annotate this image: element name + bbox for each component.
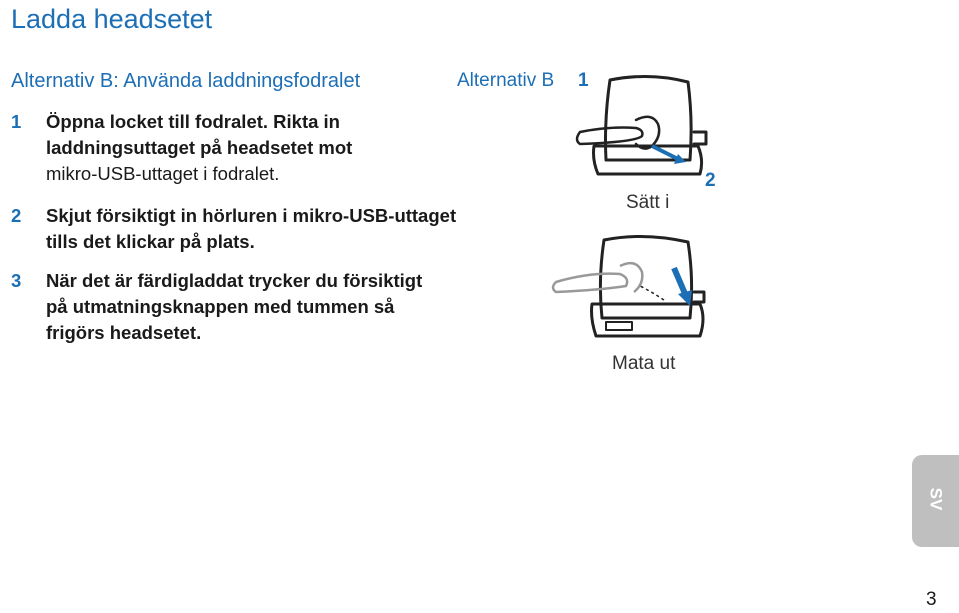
case-insert-drawing [577,76,706,174]
step-text-bold: Öppna locket till fodralet. Rikta in laddningsuttaget på headsetet mot [46,111,353,158]
step-3 [11,268,446,346]
page-title: Ladda headsetet [11,4,213,34]
step-text [46,109,466,187]
caption-insert: Sätt i [626,192,670,213]
case-eject-drawing [592,236,705,336]
step-text [46,203,466,255]
figure-number-1: 1 [578,70,589,91]
section-subtitle: Alternativ B: Använda laddningsfodralet [11,70,361,92]
step-1 [11,109,466,187]
step-text [46,268,446,346]
eject-arrow-icon [674,268,686,296]
insert-arrow-icon [652,146,680,160]
headset-ejected-drawing [553,263,642,292]
step-text-bold: Skjut försiktigt in hörluren i mikro-USB-uttaget tills det klickar på plats. [46,205,457,252]
step-text-bold: När det är färdigladdat trycker du försiktigt på utmatningsknappen med tummen så frigörs headsetet. [46,270,423,343]
step-number: 3 [11,270,22,291]
caption-eject: Mata ut [612,353,676,374]
step-2 [11,203,466,255]
language-tab-label: SV [926,487,946,511]
charging-case-illustration [540,60,730,380]
step-text-normal: mikro-USB-uttaget i fodralet. [46,163,280,184]
figure-number-2: 2 [705,170,716,191]
figure-label: Alternativ B [457,70,555,91]
page-number: 3 [926,589,937,610]
language-tab [912,455,959,547]
eject-dotted-arrow-icon [640,286,664,300]
step-number: 1 [11,111,22,132]
step-number: 2 [11,205,22,226]
